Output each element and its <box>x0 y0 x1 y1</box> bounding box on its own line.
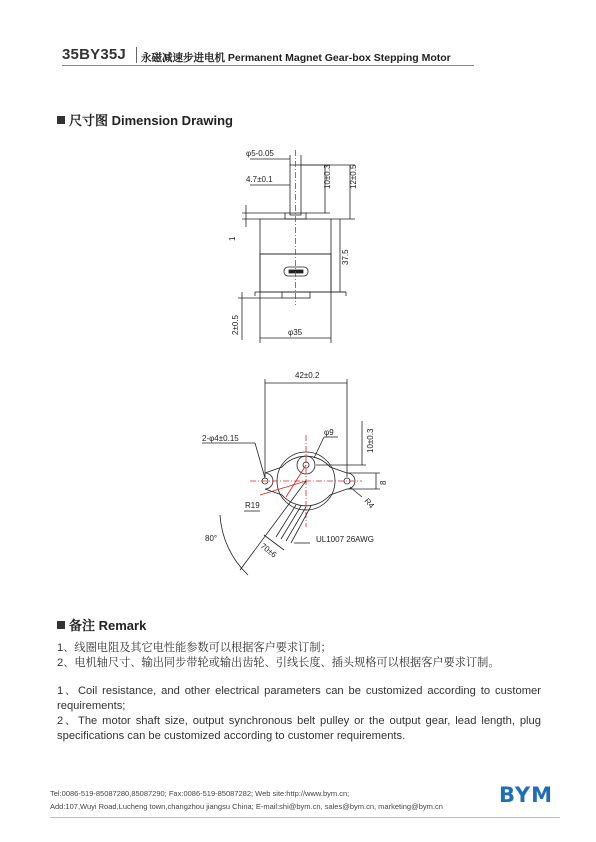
side-view <box>228 149 358 343</box>
d-cut-label: 4.7±0.1 <box>246 175 273 184</box>
remark-en-2: 2、The motor shaft size, output synchronous belt pulley or the output gear, lead length, plug specifications can be customized according to customer requirements. <box>57 715 541 742</box>
bottom-boss <box>282 292 310 298</box>
remark-section-heading <box>57 615 146 634</box>
footer-address-line: Add:107,Wuyi Road,Lucheng town,changzhou jiangsu China; E-mail:shi@bym.cn, sales@bym.cn, marketing@bym.cn <box>50 802 443 811</box>
bym-logo: BYM <box>499 783 553 807</box>
radius-big-label: R19 <box>245 501 260 510</box>
shaft-length-label: 10±0.3 <box>323 164 332 189</box>
shaft-total-label: 12±0.5 <box>349 164 358 189</box>
radius-small-label: R4 <box>362 496 376 511</box>
remarks-block <box>57 641 541 744</box>
remark-cn-2: 2、电机轴尺寸、输出同步带轮或输出齿轮、引线长度、插头规格可以根据客户要求订制。 <box>57 657 500 669</box>
footer-rule <box>50 817 560 818</box>
shaft-diameter-label: φ5-0.05 <box>246 149 274 158</box>
boss-height-label: 1 <box>228 236 237 241</box>
wire-spec-label: UL1007 26AWG <box>316 535 374 544</box>
top-view <box>202 371 388 575</box>
product-title: 永磁减速步进电机 Permanent Magnet Gear-box Stepping Motor <box>141 52 451 64</box>
gear-diameter-label: φ9 <box>324 428 334 437</box>
bottom-offset-label: 2±0.5 <box>231 315 240 335</box>
square-bullet-icon <box>57 116 65 124</box>
remark-en-1: 1、Coil resistance, and other electrical parameters can be customized according to customer requirements; <box>57 685 541 712</box>
body-diameter-label: φ35 <box>288 328 303 337</box>
footer-contact-line: Tel:0086-519-85087280,85087290; Fax:0086-519-85087282; Web site:http://www.bym.cn; <box>50 789 350 798</box>
remark-heading-text: 备注 Remark <box>69 618 147 633</box>
lead-length-label: 70±6 <box>258 541 279 560</box>
flange-width-label: 8 <box>379 480 388 485</box>
holes-label: 2-φ4±0.15 <box>202 434 239 443</box>
model-number: 35BY35J <box>62 46 126 63</box>
header-rule <box>62 65 474 66</box>
header-divider <box>136 47 137 63</box>
mount-distance-label: 42±0.2 <box>295 371 320 380</box>
height-label: 37.5 <box>341 249 350 265</box>
lead-slot <box>289 270 303 273</box>
square-bullet-icon <box>57 621 65 629</box>
dimension-section-heading <box>57 110 233 129</box>
remark-cn-1: 1、线圈电阻及其它电性能参数可以根据客户要求订制； <box>57 642 332 654</box>
dimension-drawing <box>190 145 420 590</box>
page-header <box>62 44 474 68</box>
gear-offset-label: 10±0.3 <box>366 428 375 453</box>
dimension-heading-text: 尺寸图 Dimension Drawing <box>69 113 233 128</box>
angle-label: 80° <box>205 534 218 543</box>
